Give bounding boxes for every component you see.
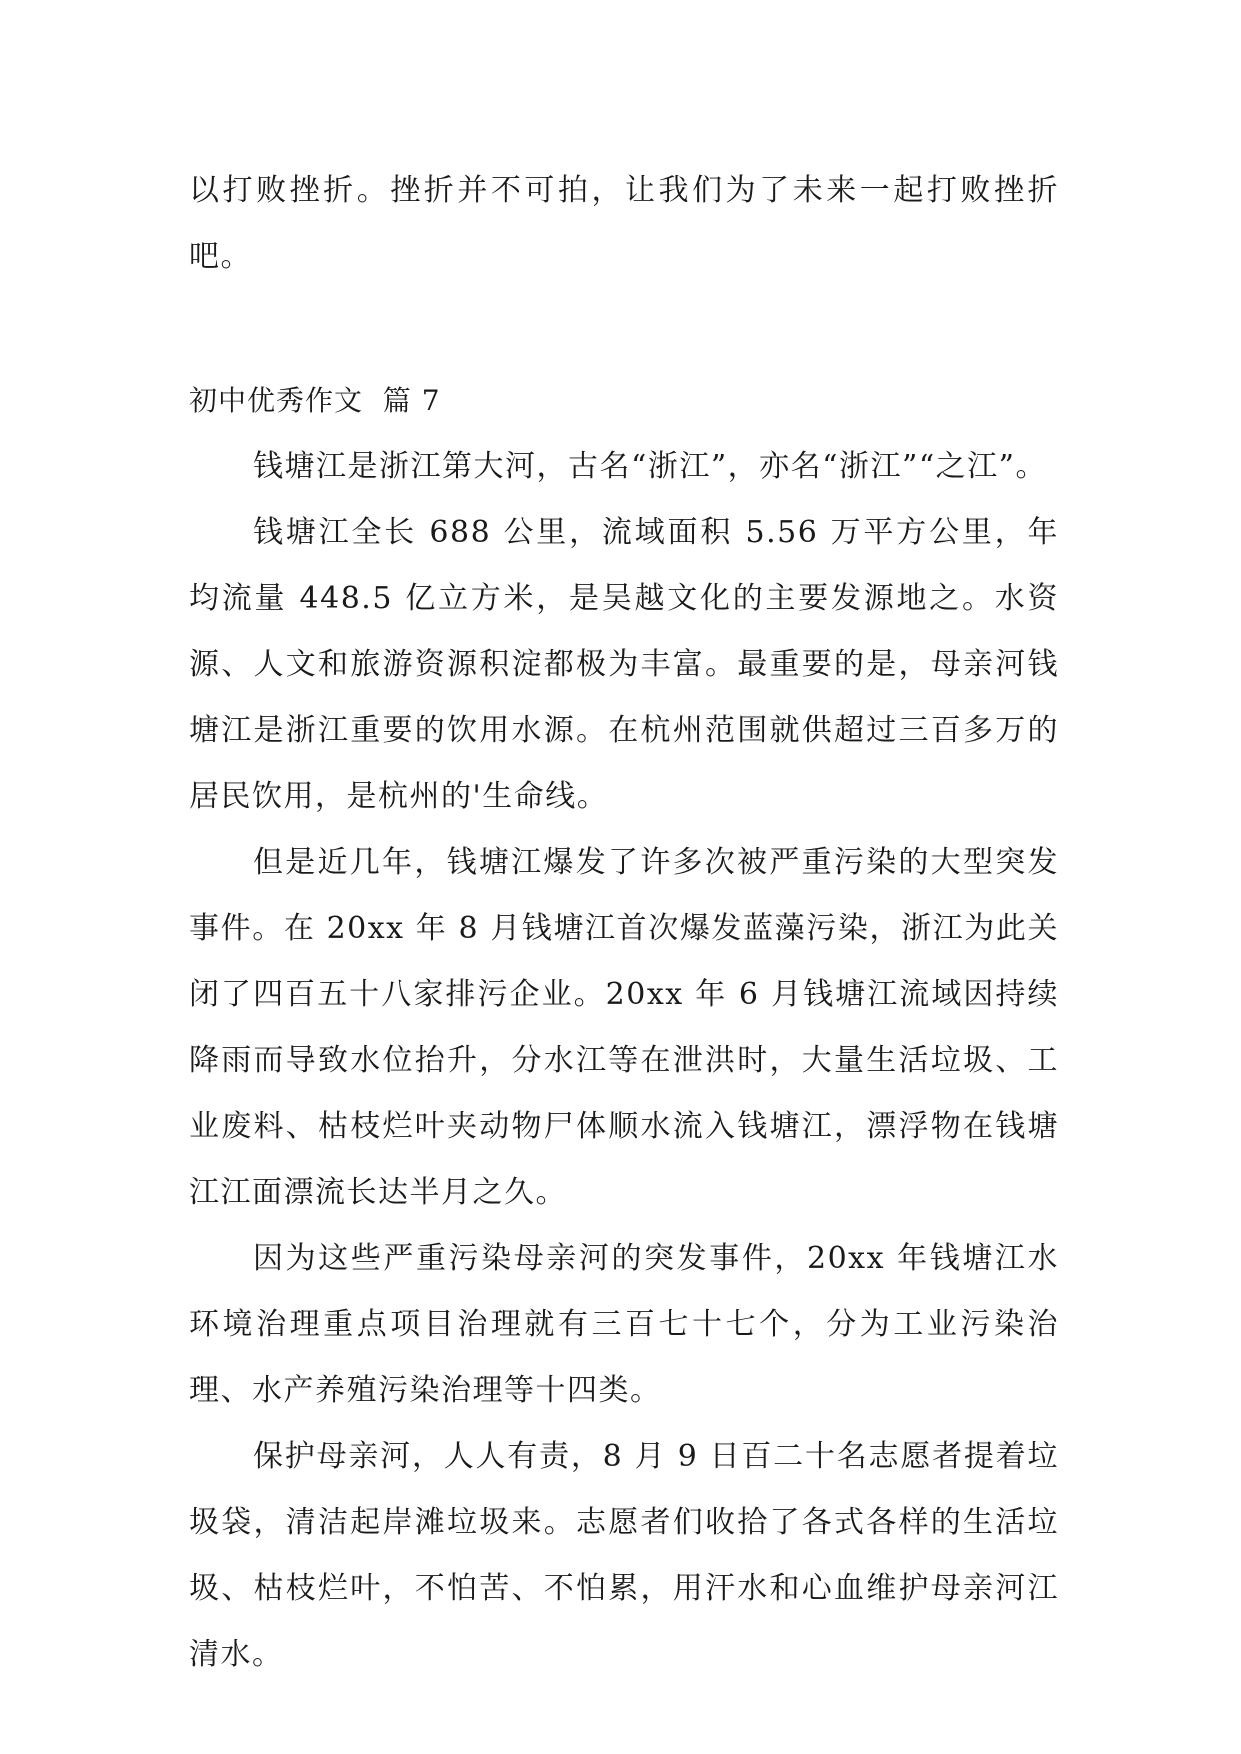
body-paragraph: 保护母亲河，人人有责，8 月 9 日百二十名志愿者提着垃圾袋，清洁起岸滩垃圾来。志愿者们收拾了各式各样的生活垃圾、枯枝烂叶，不怕苦、不怕累，用汗水和心血维护母亲河江清水。 bbox=[189, 1439, 1059, 1672]
text-column bbox=[189, 158, 1059, 1688]
intro-paragraph: 以打败挫折。挫折并不可拍，让我们为了未来一起打败挫折吧。 bbox=[189, 173, 1059, 274]
body-paragraph: 但是近几年，钱塘江爆发了许多次被严重污染的大型突发事件。在 20xx 年 8 月钱塘江首次爆发蓝藻污染，浙江为此关闭了四百五十八家排污企业。20xx 年 6 月钱塘江流域因持续降雨而导致水位抬升，分水江等在泄洪时，大量生活垃圾、工业废料、枯枝烂叶夹动物尸体顺水流入钱塘江，漂浮物在钱塘江江面漂流长达半月之久。 bbox=[189, 845, 1059, 1210]
body-paragraph: 钱塘江全长 688 公里，流域面积 5.56 万平方公里，年均流量 448.5 亿立方米，是吴越文化的主要发源地之。水资源、人文和旅游资源积淀都极为丰富。最重要的是，母亲河钱塘江是浙江重要的饮用水源。在杭州范围就供超过三百多万的居民饮用，是杭州的'生命线。 bbox=[189, 515, 1059, 814]
body-paragraph: 因为这些严重污染母亲河的突发事件，20xx 年钱塘江水环境治理重点项目治理就有三百七十七个，分为工业污染治理、水产养殖污染治理等十四类。 bbox=[189, 1241, 1059, 1408]
body-paragraph: 钱塘江是浙江第大河，古名“浙江”，亦名“浙江”“之江”。 bbox=[253, 449, 1048, 484]
section-heading: 初中优秀作文 篇 7 bbox=[189, 384, 441, 417]
